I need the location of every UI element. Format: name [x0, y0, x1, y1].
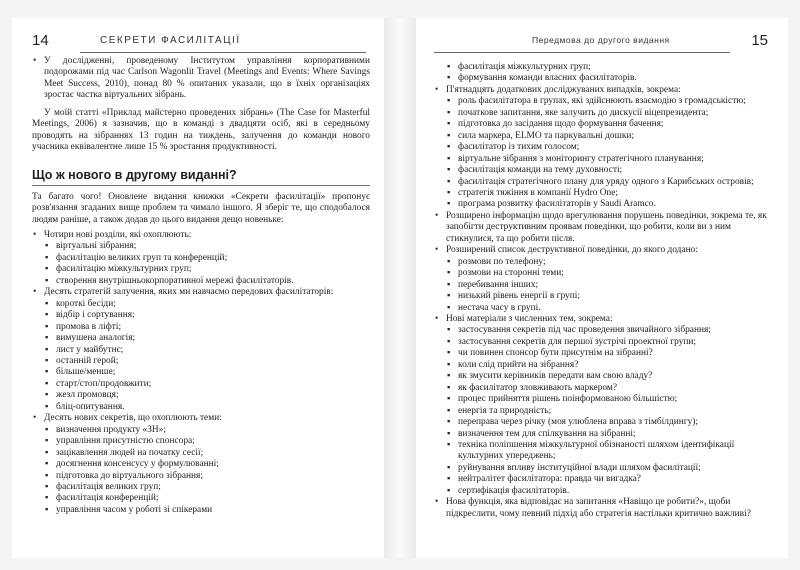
page-number: 14: [32, 32, 49, 49]
feature-list: [32, 230, 370, 516]
sub-list-item: ▪ промова в ліфті;: [32, 322, 370, 333]
sub-list-item: ▪ техніка поліпшення міжкультурної обізнаності шляхом ідентифікації культурних упереджень;: [434, 440, 772, 463]
sub-list-item: ▪ зацікавлення людей на початку сесії;: [32, 448, 370, 459]
sub-list-item: ▪ фасилітація стратегічного плану для уряду одного з Карибських островів;: [434, 177, 772, 188]
sub-list-item: ▪ руйнування впливу інституційної влади шляхом фасилітації;: [434, 463, 772, 474]
sub-list-item: ▪ підготовка до засідання щодо формування бачення;: [434, 119, 772, 130]
sub-list-item: ▪ фасилітація міжкультурних груп;: [434, 62, 772, 73]
sub-list-item: ▪ фасилітацію міжкультурних груп;: [32, 264, 370, 275]
sub-list-item: ▪ створення внутрішньокорпоративної мережі фасилітаторів.: [32, 276, 370, 287]
list-item: • Розширено інформацію щодо врегулювання порушень поведінки, зокрема те, як запобігти деструктивним проявам поведінки, що робити, коли ви з ним стикнулися, та що робити після.: [434, 211, 772, 245]
sub-list-item: ▪ процес прийняття рішень поінформованою більшістю;: [434, 394, 772, 405]
intro-bullet: • У дослідженні, проведеному Інститутом управління корпоративними подорожами під час Carlson Wagonlit Travel (Meetings and Events: Where Savings Meet Success, 2010), понад 80 % опитаних указали, що в їхніх організаціях зростає частка віртуальних зібрань.: [32, 56, 370, 102]
sub-list-item: ▪ віртуальне зібрання з моніторингу стратегічного планування;: [434, 154, 772, 165]
sub-list-item: ▪ відбір і сортування;: [32, 310, 370, 321]
left-page: [12, 18, 384, 558]
sub-list-item: ▪ визначення продукту «ЗН»;: [32, 425, 370, 436]
sub-list-item: ▪ старт/стоп/продовжити;: [32, 379, 370, 390]
sub-list-item: ▪ визначення тем для спілкування на зібранні;: [434, 429, 772, 440]
sub-list-item: ▪ як фасилітатор зловживають маркером?: [434, 383, 772, 394]
sub-list-item: ▪ сертифікація фасилітаторів.: [434, 486, 772, 497]
left-header: [30, 32, 366, 54]
sub-list-item: ▪ переправа через річку (моя улюблена вправа з тімбілдингу);: [434, 417, 772, 428]
section-heading: [32, 168, 370, 186]
sub-list-item: ▪ роль фасилітатора в групах, які здійснюють взаємодію з громадськістю;: [434, 96, 772, 107]
sub-list-item: ▪ формування команди власних фасилітаторів.: [434, 73, 772, 84]
sub-list-item: ▪ управління присутністю спонсора;: [32, 436, 370, 447]
header-rule: [80, 52, 366, 53]
sub-list-item: ▪ стратегія тяжіння в компанії Hydro One;: [434, 188, 772, 199]
left-content: [32, 56, 370, 516]
right-content: [434, 62, 772, 520]
sub-list-item: ▪ більше/менше;: [32, 367, 370, 378]
sub-list-item: ▪ чи повинен спонсор бути присутнім на зібранні?: [434, 348, 772, 359]
sub-list-item: ▪ низький рівень енергії в групі;: [434, 291, 772, 302]
sub-list-item: ▪ перебивання інших;: [434, 280, 772, 291]
sub-list-item: ▪ підготовка до віртуального зібрання;: [32, 471, 370, 482]
list-item: • П'ятнадцять додаткових досліджуваних випадків, зокрема:: [434, 85, 772, 96]
sub-list-item: ▪ розмови на сторонні теми;: [434, 268, 772, 279]
sub-list-item: ▪ нестача часу в групі.: [434, 303, 772, 314]
sub-list-item: ▪ застосування секретів для першої зустрічі проектної групи;: [434, 337, 772, 348]
section-heading-text: Що ж нового в другому виданні?: [32, 167, 237, 182]
sub-list-item: ▪ застосування секретів під час проведення звичайного зібрання;: [434, 325, 772, 336]
sub-list-item: ▪ сила маркера, ELMO та паркувальні дошки;: [434, 131, 772, 142]
sub-list-item: ▪ фасилітація конференцій;: [32, 493, 370, 504]
sub-list-item: ▪ розмови по телефону;: [434, 257, 772, 268]
feature-list: [434, 62, 772, 520]
sub-list-item: ▪ вимушена аналогія;: [32, 333, 370, 344]
sub-list-item: ▪ короткі бесіди;: [32, 299, 370, 310]
list-item: • Десять нових секретів, що охоплюють теми:: [32, 413, 370, 424]
list-item: • Нова функція, яка відповідає на запитання «Навіщо це робити?», щоби підкреслити, чому певний підхід або стратегія настільки критично важливі?: [434, 497, 772, 520]
sub-list-item: ▪ віртуальні зібрання;: [32, 241, 370, 252]
list-item: • Нові матеріали з численних тем, зокрема:: [434, 314, 772, 325]
header-rule: [434, 52, 730, 53]
page-number: 15: [751, 32, 768, 49]
sub-list-item: ▪ початкове запитання, яке залучить до дискусії віцепрезидента;: [434, 108, 772, 119]
sub-list-item: ▪ нейтралітет фасилітатора: правда чи вигадка?: [434, 474, 772, 485]
list-item: • Десять стратегій залучення, яких ми навчаємо передових фасилітаторів:: [32, 287, 370, 298]
heading-rule: [32, 185, 370, 186]
sub-list-item: ▪ фасилітація великих груп;: [32, 482, 370, 493]
sub-list-item: ▪ фасилітатор із тихим голосом;: [434, 142, 772, 153]
sub-list-item: ▪ як змусити керівників передати вам свою владу?: [434, 371, 772, 382]
paragraph: Та багато чого! Оновлене видання книжки «Секрети фасилітації» пропонує розв'язання згаданих вище проблем та чимало іншого. Я зберіг те, що сподобалося людям раніше, а також додав до цього видання дещо новеньке:: [32, 191, 370, 225]
sub-list-item: ▪ жезл промовця;: [32, 390, 370, 401]
paragraph: У моїй статті «Приклад майстерно проведених зібрань» (The Case for Masterful Meetings, 2006) я зазначив, що в команді з двадцяти осіб, які в середньому проводять на зібраннях 13 годин на тиждень, залучення до команди нового учасника еквівалентне лише 15 % зростання продуктивності.: [32, 107, 370, 153]
right-header: [434, 32, 770, 54]
sub-list-item: ▪ досягнення консенсусу у формулюванні;: [32, 459, 370, 470]
sub-list-item: ▪ останній герой;: [32, 356, 370, 367]
sub-list-item: ▪ управління часом у роботі зі спікерами: [32, 505, 370, 516]
sub-list-item: ▪ лист у майбутнє;: [32, 345, 370, 356]
running-title: СЕКРЕТИ ФАСИЛІТАЦІЇ: [100, 35, 241, 46]
sub-list-item: ▪ енергія та природність;: [434, 406, 772, 417]
list-item: • Чотири нові розділи, які охоплюють:: [32, 230, 370, 241]
sub-list-item: ▪ коли слід прийти на зібрання?: [434, 360, 772, 371]
running-title: Передмова до другого видання: [532, 35, 670, 45]
book-gutter: [384, 18, 416, 558]
sub-list-item: ▪ фасилітація команди на тему духовності;: [434, 165, 772, 176]
sub-list-item: ▪ бліц-опитування.: [32, 402, 370, 413]
sub-list-item: ▪ фасилітацію великих груп та конференцій;: [32, 253, 370, 264]
list-item: • Розширений список деструктивної поведінки, до якого додано:: [434, 245, 772, 256]
right-page: [416, 18, 788, 558]
sub-list-item: ▪ програма розвитку фасилітаторів у Saudi Aramco.: [434, 199, 772, 210]
